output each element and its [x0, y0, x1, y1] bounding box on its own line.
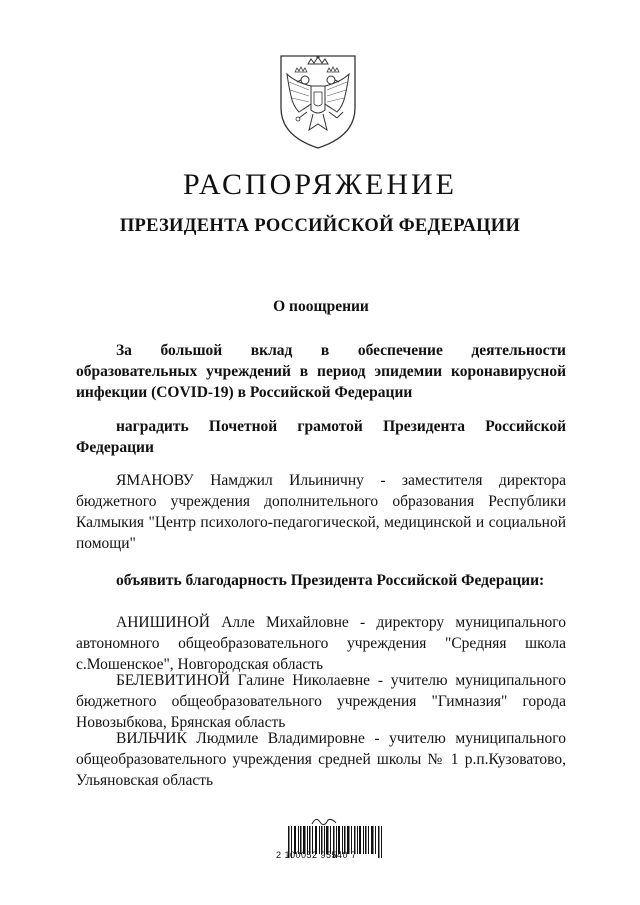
award-section-heading: наградить Почетной грамотой Президента Российской Федерации — [76, 418, 566, 456]
gratitude-recipient-item: БЕЛЕВИТИНОЙ Галине Николаевне - учителю муниципального бюджетного общеобразовательного учреждения "Гимназия" города Новозыбкова, Брянская область — [76, 672, 566, 731]
award-recipient-item: ЯМАНОВУ Намджил Ильиничну - заместителя директора бюджетного учреждения дополнительного образования Республики Калмыкия "Центр психолого-педагогической, медицинской и социальной помощи" — [76, 472, 566, 552]
gratitude-section-heading: объявить благодарность Президента Российской Федерации: — [116, 572, 545, 589]
gratitude-recipient-item: АНИШИНОЙ Алле Михайловне - директору муниципального автономного общеобразовательного учреждения "Средняя школа с.Мошенское", Новгородская область — [76, 614, 566, 673]
document-subtitle: ПРЕЗИДЕНТА РОССИЙСКОЙ ФЕДЕРАЦИИ — [119, 216, 521, 236]
barcode-number: 2 100052 95540 7 — [276, 850, 357, 860]
document-heading: О поощрении — [273, 298, 369, 315]
document-title: РАСПОРЯЖЕНИЕ — [182, 168, 458, 201]
preamble-paragraph: За большой вклад в обеспечение деятельности образовательных учреждений в период эпидемии коронавирусной инфекции (COVID-19) в Российской Федерации — [76, 342, 566, 401]
coat-of-arms-emblem — [275, 52, 361, 150]
gratitude-recipient-item: ВИЛЬЧИК Людмиле Владимировне - учителю муниципального общеобразовательного учреждения средней школы № 1 р.п.Кузоватово, Ульяновская область — [76, 730, 566, 789]
